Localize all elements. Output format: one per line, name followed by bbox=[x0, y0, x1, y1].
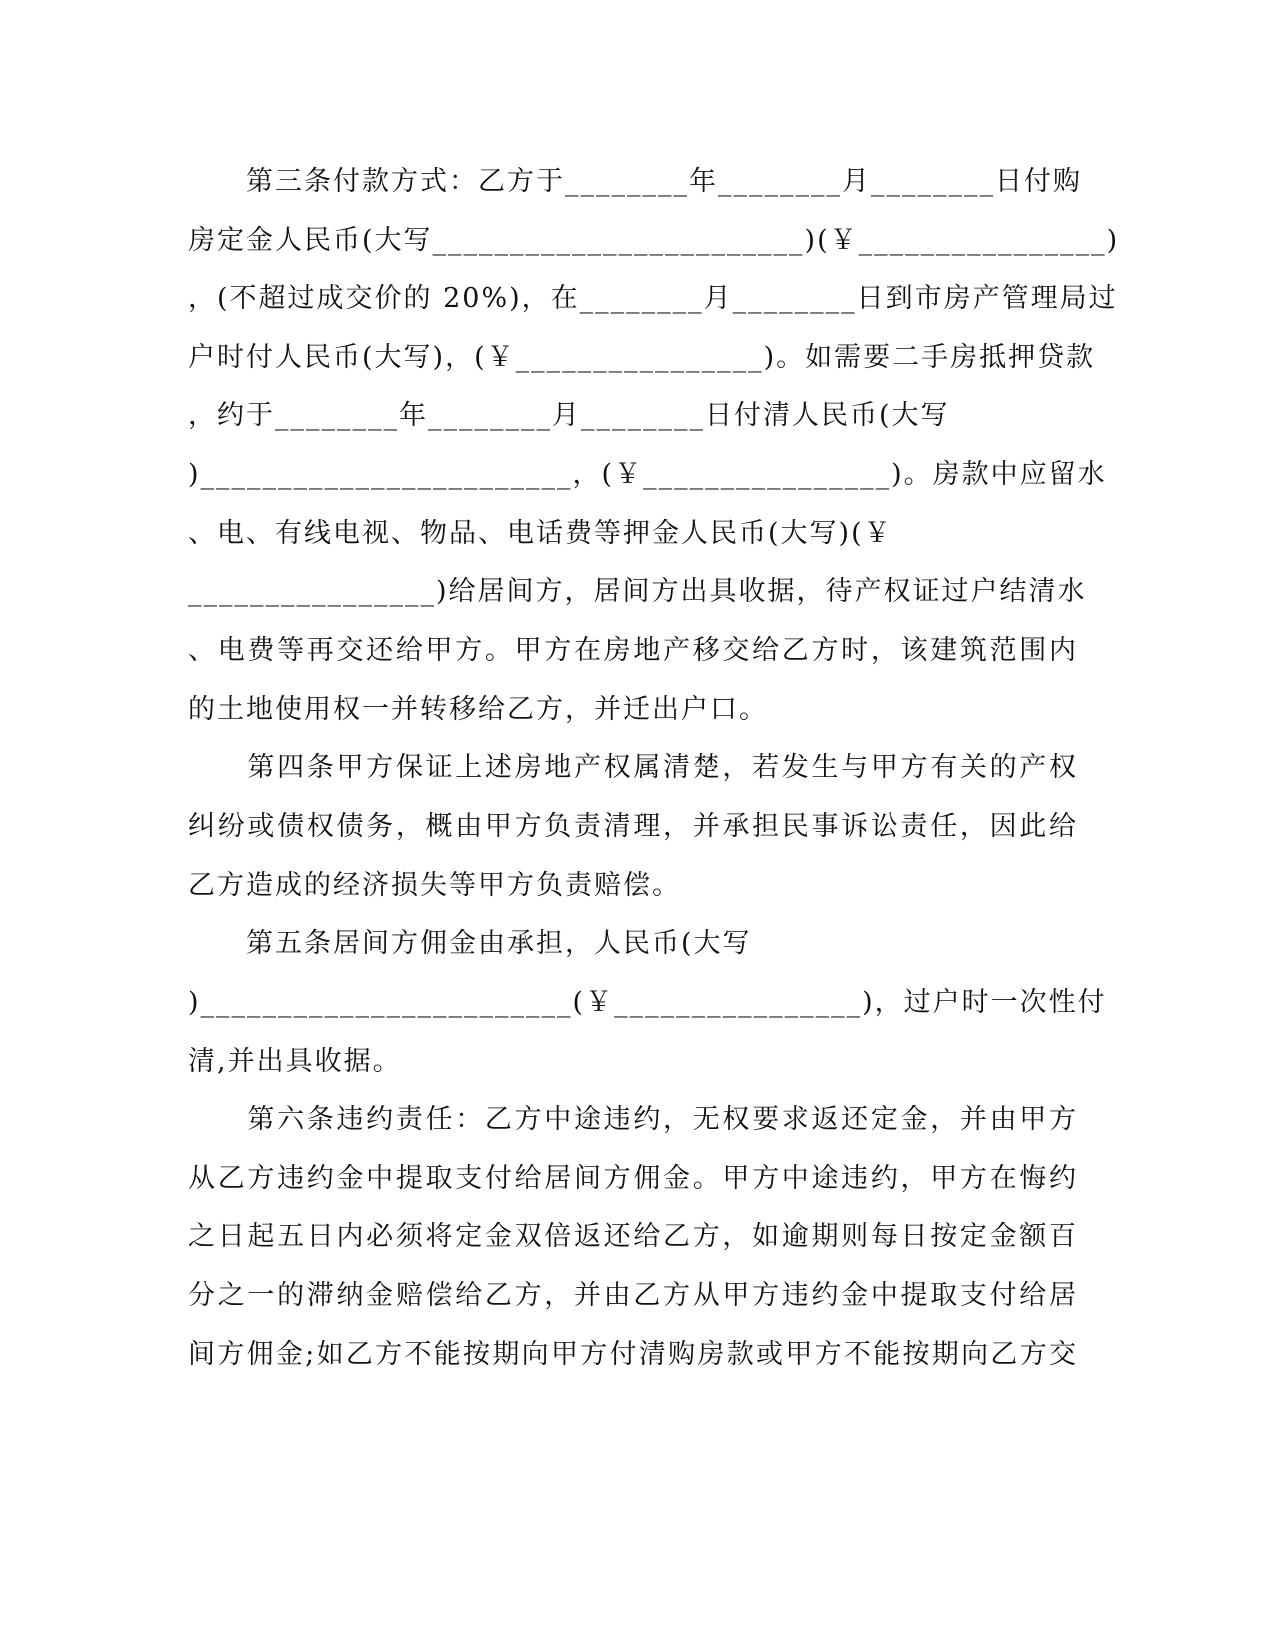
text-line: 从乙方违约金中提取支付给居间方佣金。甲方中途违约，甲方在悔约 bbox=[188, 1163, 1078, 1194]
text-line: 、电费等再交还给甲方。甲方在房地产移交给乙方时，该建筑范围内 bbox=[188, 635, 1078, 666]
text-line: 第五条居间方佣金由承担，人民币(大写 bbox=[188, 928, 752, 959]
text-line: ，(不超过成交价的 20%)，在________月________日到市房产管理局过 bbox=[188, 283, 1118, 314]
text-line: 纠纷或债权债务，概由甲方负责清理，并承担民事诉讼责任，因此给 bbox=[188, 811, 1078, 842]
text-line: 第六条违约责任：乙方中途违约，无权要求返还定金，并由甲方 bbox=[188, 1104, 1078, 1135]
text-line: 间方佣金;如乙方不能按期向甲方付清购房款或甲方不能按期向乙方交 bbox=[188, 1339, 1078, 1370]
text-line: 之日起五日内必须将定金双倍返还给乙方，如逾期则每日按定金额百 bbox=[188, 1221, 1078, 1252]
text-line: 、电、有线电视、物品、电话费等押金人民币(大写)(￥ bbox=[188, 518, 893, 549]
text-line: 的土地使用权一并转移给乙方，并迁出户口。 bbox=[188, 694, 768, 725]
text-line: 清,并出具收据。 bbox=[188, 1046, 402, 1077]
text-line: 第三条付款方式：乙方于________年________月________日付购 bbox=[188, 166, 1082, 197]
text-line: 乙方造成的经济损失等甲方负责赔偿。 bbox=[188, 870, 681, 901]
text-line: 户时付人民币(大写)，(￥________________)。如需要二手房抵押贷款 bbox=[188, 342, 1096, 373]
text-line: )________________________，(￥________________)。房款中应留水 bbox=[188, 459, 1107, 490]
text-line: 房定金人民币(大写________________________)(￥________________) bbox=[188, 225, 1120, 256]
text-line: 分之一的滞纳金赔偿给乙方，并由乙方从甲方违约金中提取支付给居 bbox=[188, 1280, 1078, 1311]
text-line: 第四条甲方保证上述房地产权属清楚，若发生与甲方有关的产权 bbox=[188, 752, 1078, 783]
text-line: )________________________(￥________________)，过户时一次性付 bbox=[188, 987, 1107, 1018]
text-line: ，约于________年________月________日付清人民币(大写 bbox=[188, 400, 950, 431]
text-line: ________________)给居间方，居间方出具收据，待产权证过户结清水 bbox=[188, 576, 1087, 607]
